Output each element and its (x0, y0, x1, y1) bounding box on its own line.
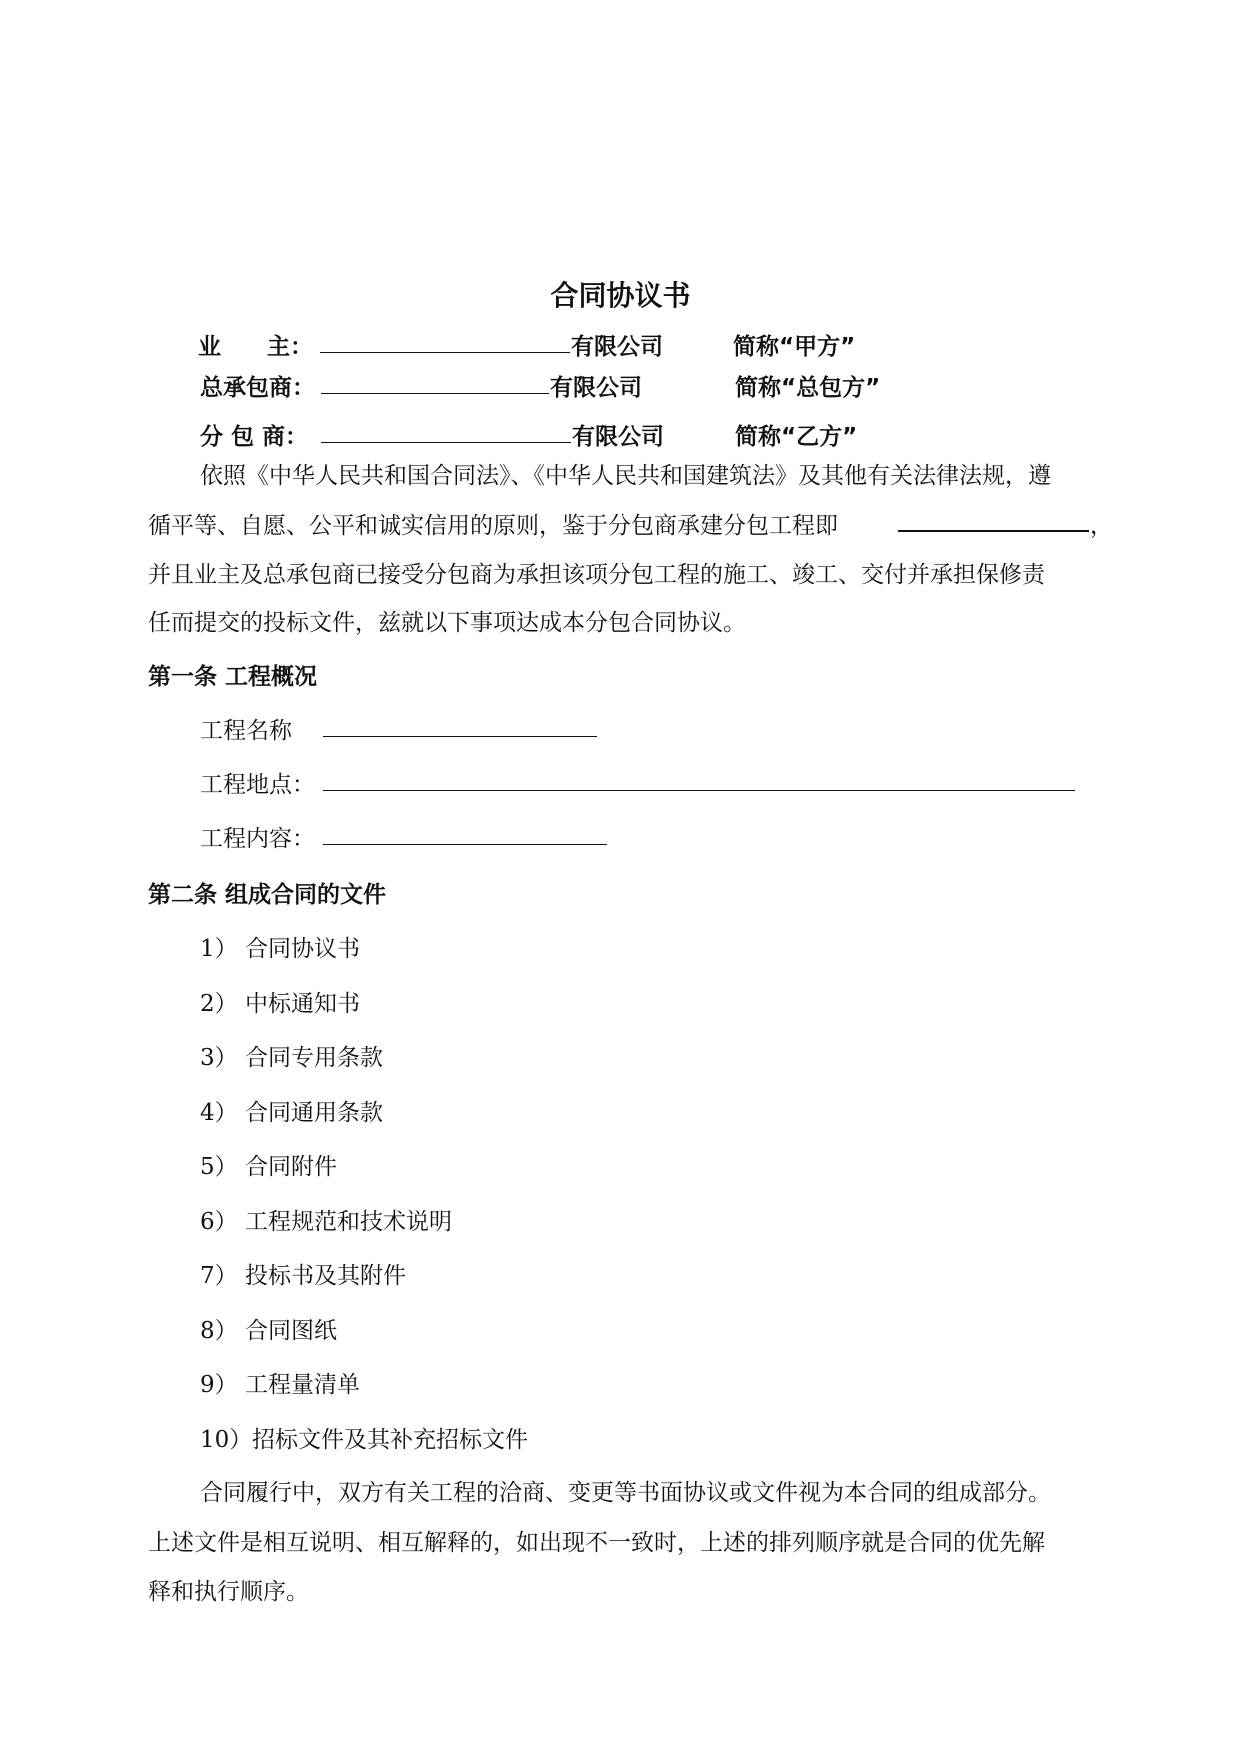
list-item: 合同图纸 (245, 1318, 337, 1344)
intro-line-1: 依照《中华人民共和国合同法》、《中华人民共和国建筑法》及其他有关法律法规，遵 (200, 463, 1051, 489)
list-item: 合同专用条款 (245, 1045, 383, 1071)
intro-line-4: 任而提交的投标文件，兹就以下事项达成本分包合同协议。 (148, 610, 746, 636)
list-item: 招标文件及其补充招标文件 (252, 1427, 528, 1453)
list-item: 工程量清单 (245, 1372, 360, 1398)
field-project-location-blank[interactable] (323, 768, 1075, 795)
list-item: 投标书及其附件 (245, 1263, 406, 1289)
list-item-number: 7） (200, 1263, 238, 1289)
field-project-name-blank[interactable] (323, 714, 597, 741)
party-subcontractor-blank[interactable] (321, 420, 571, 447)
list-item-number: 4） (200, 1100, 238, 1126)
article-1-heading: 第一条 工程概况 (148, 664, 318, 690)
party-subcontractor-short: 简称“乙方” (735, 424, 858, 450)
party-subcontractor-suffix: 有限公司 (572, 424, 664, 450)
list-item-number: 3） (200, 1045, 238, 1071)
list-item-number: 10） (200, 1427, 253, 1453)
list-item-number: 5） (200, 1154, 238, 1180)
field-project-content-blank[interactable] (323, 822, 607, 849)
closing-line-1: 合同履行中，双方有关工程的洽商、变更等书面协议或文件视为本合同的组成部分。 (200, 1480, 1051, 1506)
party-owner-blank[interactable] (320, 330, 570, 357)
list-item: 工程规范和技术说明 (245, 1209, 452, 1235)
party-contractor-blank[interactable] (321, 371, 549, 398)
list-item-number: 6） (200, 1209, 238, 1235)
closing-line-3: 释和执行顺序。 (148, 1579, 309, 1605)
article-2-heading: 第二条 组成合同的文件 (148, 882, 387, 908)
field-project-name-label: 工程名称 (200, 718, 292, 744)
list-item: 中标通知书 (245, 991, 360, 1017)
list-item-number: 9） (200, 1372, 238, 1398)
list-item-number: 1） (200, 936, 238, 962)
intro-project-blank[interactable] (898, 508, 1089, 536)
party-owner-suffix: 有限公司 (571, 334, 663, 360)
party-subcontractor-label: 分 包 商： (200, 424, 309, 450)
party-contractor-label: 总承包商： (200, 375, 315, 401)
party-contractor-short: 简称“总包方” (735, 375, 881, 401)
party-owner-label: 业 主： (198, 334, 313, 360)
field-project-location-label: 工程地点： (200, 772, 315, 798)
document-title: 合同协议书 (550, 279, 691, 312)
list-item-number: 2） (200, 991, 238, 1017)
intro-line-2: 循平等、自愿、公平和诚实信用的原则，鉴于分包商承建分包工程即 (148, 513, 838, 539)
field-project-content-label: 工程内容： (200, 826, 315, 852)
intro-line-3: 并且业主及总承包商已接受分包商为承担该项分包工程的施工、竣工、交付并承担保修责 (148, 562, 1045, 588)
party-owner-short: 简称“甲方” (733, 334, 856, 360)
intro-line-2-end: ， (1090, 513, 1113, 539)
list-item: 合同附件 (245, 1154, 337, 1180)
closing-line-2: 上述文件是相互说明、相互解释的，如出现不一致时，上述的排列顺序就是合同的优先解 (148, 1530, 1045, 1556)
list-item: 合同协议书 (245, 936, 360, 962)
list-item: 合同通用条款 (245, 1100, 383, 1126)
party-contractor-suffix: 有限公司 (550, 375, 642, 401)
list-item-number: 8） (200, 1318, 238, 1344)
